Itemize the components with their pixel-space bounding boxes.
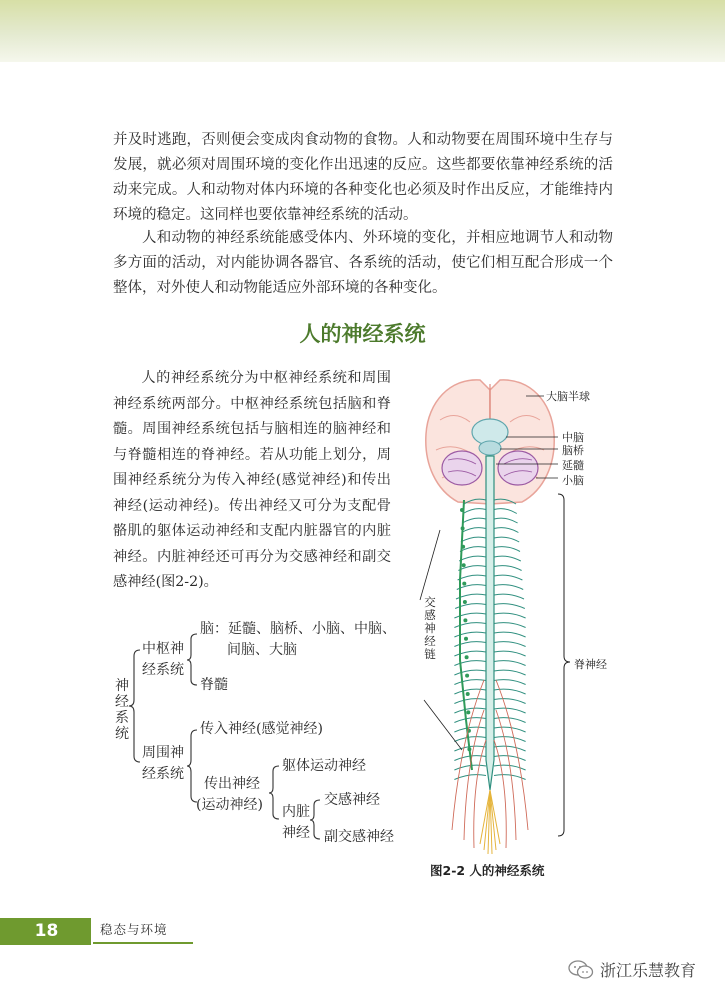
cerebellum-left [442,451,482,485]
spinal-nerve-branch [494,623,526,628]
paragraph-classification: 人的神经系统分为中枢神经系统和周围神经系统两部分。中枢神经系统包括脑和脊髓。周围神经系统包括与脑相连的脑神经和与脊髓相连的脊神经。若从功能上划分，周围神经系统分为传入神经(感觉神经)和传出神经(运动神经)。传出神经又可分为支配骨骼肌的躯体运动神经和支配内脏器官的内脏神经。内脏神经还可再分为交感神经和副交感神经(图2-2)。 [113,370,391,590]
spinal-nerve-branch [494,518,518,523]
spinal-nerve-branch [454,699,486,704]
paragraph-function: 人和动物的神经系统能感受体内、外环境的变化，并相应地调节人和动物多方面的活动，对内能协调各器官、各系统的活动，使它们相互配合形成一个整体，对外使人和动物能适应外部环境的各种变化。 [113,230,613,296]
spinal-nerve-branch [457,585,486,590]
spinal-nerve-branch [461,537,486,542]
footer-underline [93,942,193,944]
spinal-nerve-branch [494,585,523,590]
sympathetic-ganglion [462,563,466,567]
spinal-nerve-branch [458,575,486,580]
spinal-nerve-branch [494,556,521,561]
spinal-nerve-branch [459,556,486,561]
cerebellum-right [498,451,538,485]
spinal-nerve-branch [494,604,525,609]
tree-peripheral-line1: 周围神 [142,745,184,761]
sympathetic-ganglion [464,637,468,641]
sympathetic-ganglion [466,692,470,696]
spinal-nerve-branch [463,509,486,514]
wechat-icon [568,960,594,980]
spinal-nerve-branch [494,547,520,552]
spinal-nerve-branch [494,651,526,656]
spinal-nerve-branch [454,680,486,685]
spinal-nerve-branch [494,661,526,666]
spinal-nerve-branch [494,632,526,637]
cauda-equina-shape [480,790,500,854]
spinal-nerve-branch [494,575,522,580]
pons-shape [479,441,501,455]
spinal-nerve-branch [494,670,526,675]
spinal-nerve-branch [494,566,522,571]
tree-efferent-line2: (运动神经) [196,797,263,813]
sympathetic-ganglion [466,710,470,714]
tree-efferent-line1: 传出神经 [204,776,260,792]
spinal-nerve-branch [494,727,526,732]
spinal-nerve-branch [454,670,486,675]
watermark [568,958,696,981]
label-sympathetic-chain: 交感神经链 [424,595,436,661]
sympathetic-ganglion [460,508,464,512]
tree-central-line1: 中枢神 [142,641,184,657]
spinal-nerve-branch [454,737,486,742]
label-spinal-nerves: 脊神经 [574,658,607,671]
tree-somatic: 躯体运动神经 [282,758,366,774]
sympathetic-ganglion [462,582,466,586]
spinal-nerve-branch [462,518,486,523]
sympathetic-ganglion [461,526,465,530]
spinal-nerve-branch [494,680,526,685]
page-number: 18 [34,921,59,941]
spinal-nerves-bracket [558,494,570,836]
tree-brain-line1: 脑：延髓、脑桥、小脑、中脑、 [200,621,396,637]
watermark-text: 浙江乐慧教育 [600,961,697,980]
spinal-nerve-branch [494,509,517,514]
paragraph-intro: 并及时逃跑，否则便会变成肉食动物的食物。人和动物要在周围环境中生存与发展，就必须对周围环境的变化作出迅速的反应。这些都要依靠神经系统的活动来完成。人和动物对体内环境的各种变化也必须及时作出反应，才能维持内环境的稳定。这同样也要依靠神经系统的活动。 [113,132,613,223]
spinal-nerve-branch [494,689,526,694]
nervous-system-figure [400,360,620,870]
tree-brain-line2: 间脑、大脑 [227,642,297,658]
tree-visceral-line1: 内脏 [282,804,310,820]
sympathetic-ganglion [461,545,465,549]
tree-root: 神经系统 [115,678,129,742]
spinal-nerve-branch [462,528,486,533]
sympathetic-ganglion [465,674,469,678]
footer-divider [91,915,93,945]
tree-visceral-line2: 神经 [282,825,310,841]
spinal-cord-shape [486,456,494,790]
spinal-nerve-branch [494,613,526,618]
spinal-nerve-branch [494,746,526,751]
section-title: 人的神经系统 [299,322,426,346]
label-medulla: 延髓 [562,459,584,472]
tree-afferent: 传入神经(感觉神经) [200,721,323,737]
spinal-nerve-branch [494,699,526,704]
label-pons: 脑桥 [562,444,584,457]
spinal-nerve-branch [494,737,526,742]
sympathetic-ganglion [463,600,467,604]
label-cerebellum: 小脑 [562,474,584,487]
sympathetic-ganglion [467,747,471,751]
tree-spinal-cord: 脊髓 [200,677,228,693]
spinal-nerve-branch [494,708,526,713]
tree-peripheral-line2: 经系统 [142,766,184,782]
tree-central-line2: 经系统 [142,662,184,678]
tree-parasympathetic: 副交感神经 [324,829,394,845]
figure-caption: 图2-2 人的神经系统 [430,863,545,878]
spinal-nerve-branch [494,528,518,533]
label-cerebrum: 大脑半球 [546,390,590,403]
spinal-nerve-branch [494,642,526,647]
running-head: 稳态与环境 [100,922,168,937]
label-midbrain: 中脑 [562,431,584,444]
spinal-nerve-branch [454,689,486,694]
sympathetic-ganglion [463,618,467,622]
spinal-nerve-branch [494,537,519,542]
sympathetic-ganglion [465,655,469,659]
spinal-nerve-branch [494,594,524,599]
tree-sympathetic: 交感神经 [324,792,380,808]
header-band [0,0,725,62]
